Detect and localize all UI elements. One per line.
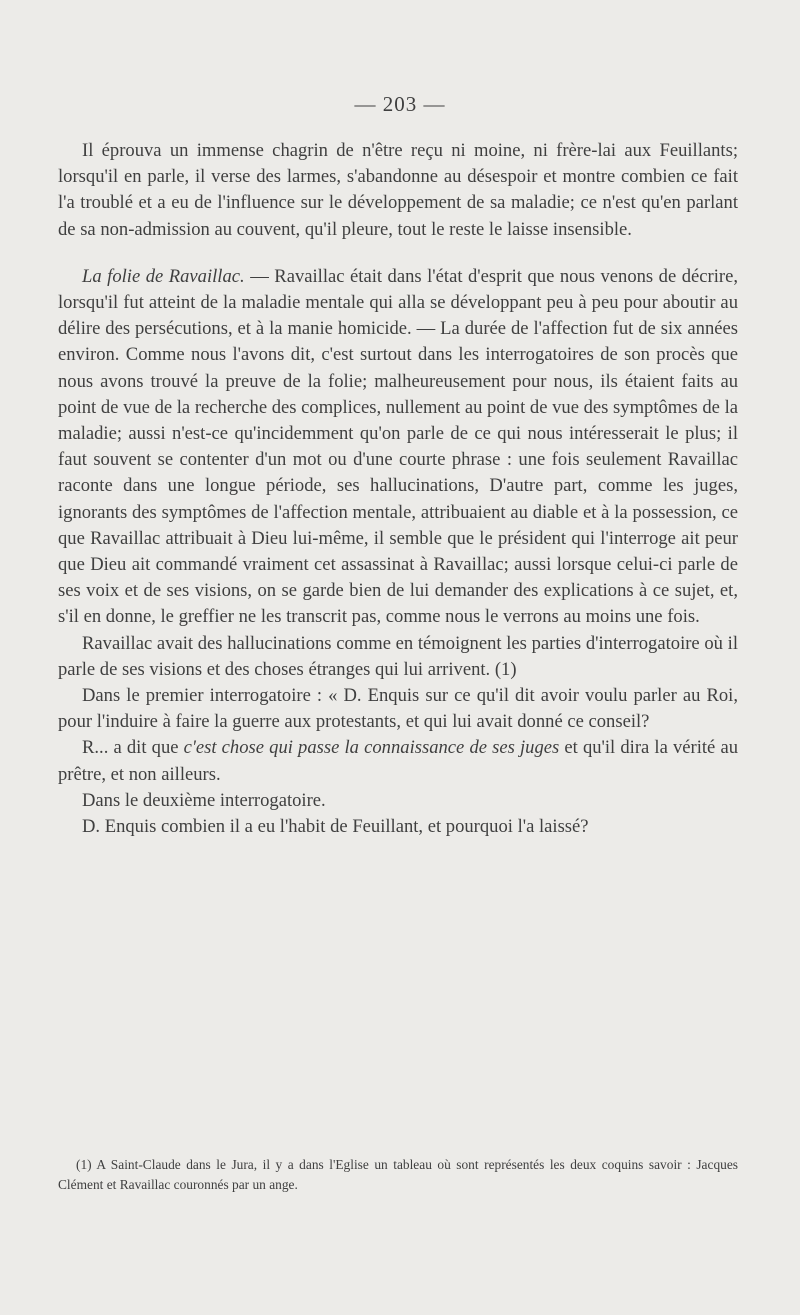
paragraph-text: et qu'il dira la vérité au prêtre, et non ailleurs. (58, 737, 738, 785)
section-title: La folie de Ravaillac. (82, 265, 245, 287)
footnote (58, 1155, 738, 1194)
page-number: — 203 — (354, 92, 446, 116)
paragraph: Dans le deuxième interrogatoire. (82, 789, 326, 811)
paragraph: Il éprouva un immense chagrin de n'être reçu ni moine, ni frère-lai aux Feuillants; lorsqu'il en parle, il verse des larmes, s'abandonne au désespoir et montre combien ce fait l'a troublé et a eu de l'influence sur le développement de sa maladie; ce n'est qu'en parlant de sa non-admission au couvent, qu'il pleure, tout le reste le laisse insensible. (58, 140, 738, 240)
paragraph: Ravaillac avait des hallucinations comme en témoignent les parties d'interrogatoire où il parle de ses visions et des choses étranges qui lui arrivent. (1) (58, 632, 738, 680)
paragraph-text: R... a dit que (82, 737, 184, 759)
body-text (58, 138, 738, 840)
paragraph-text: — Ravaillac était dans l'état d'esprit que nous venons de décrire, lorsqu'il fut atteint de la maladie mentale qui alla se développant peu à peu pour aboutir au délire des persécutions, et à la manie homicide. — La durée de l'affection fut de six années environ. Comme nous l'avons dit, c'est surtout dans les interrogatoires de son procès que nous avons trouvé la preuve de la folie; malheureusement pour nous, ils étaient faits au point de vue de la recherche des complices, nullement au point de vue des symptômes de la maladie; aussi n'est-ce qu'incidemment qu'on parle de ce qui nous intéresserait le plus; il faut souvent se contenter d'un mot ou d'une courte phrase : une fois seulement Ravaillac raconte dans une longue période, ses hallucinations, D'autre part, comme les juges, ignorants des symptômes de l'affection mentale, attribuaient au diable et à la possession, ce que Ravaillac attribuait à Dieu lui-même, il semble que le président qui l'interroge ait peur que Dieu ait commandé vraiment cet assassinat à Ravaillac; aussi lorsque celui-ci parle de ses voix et de ses visions, on se garde bien de lui demander des explications à ce sujet, et, s'il en donne, le greffier ne les transcrit pas, comme nous le verrons au moins une fois. (58, 265, 739, 628)
paragraph: Dans le premier interrogatoire : « D. Enquis sur ce qu'il dit avoir voulu parler au Roi, pour l'induire à faire la guerre aux protestants, et qui lui avait donné ce conseil? (58, 685, 738, 733)
paragraph-folie (58, 264, 738, 631)
paragraph-answer (58, 735, 738, 787)
italic-quote: c'est chose qui passe la connaissance de ses juges (183, 737, 560, 759)
footnote-text: (1) A Saint-Claude dans le Jura, il y a dans l'Eglise un tableau où sont représentés les deux coquins savoir : Jacques Clément et Ravaillac couronnés par un ange. (58, 1157, 738, 1192)
paragraph: D. Enquis combien il a eu l'habit de Feuillant, et pourquoi l'a laissé? (82, 816, 589, 838)
